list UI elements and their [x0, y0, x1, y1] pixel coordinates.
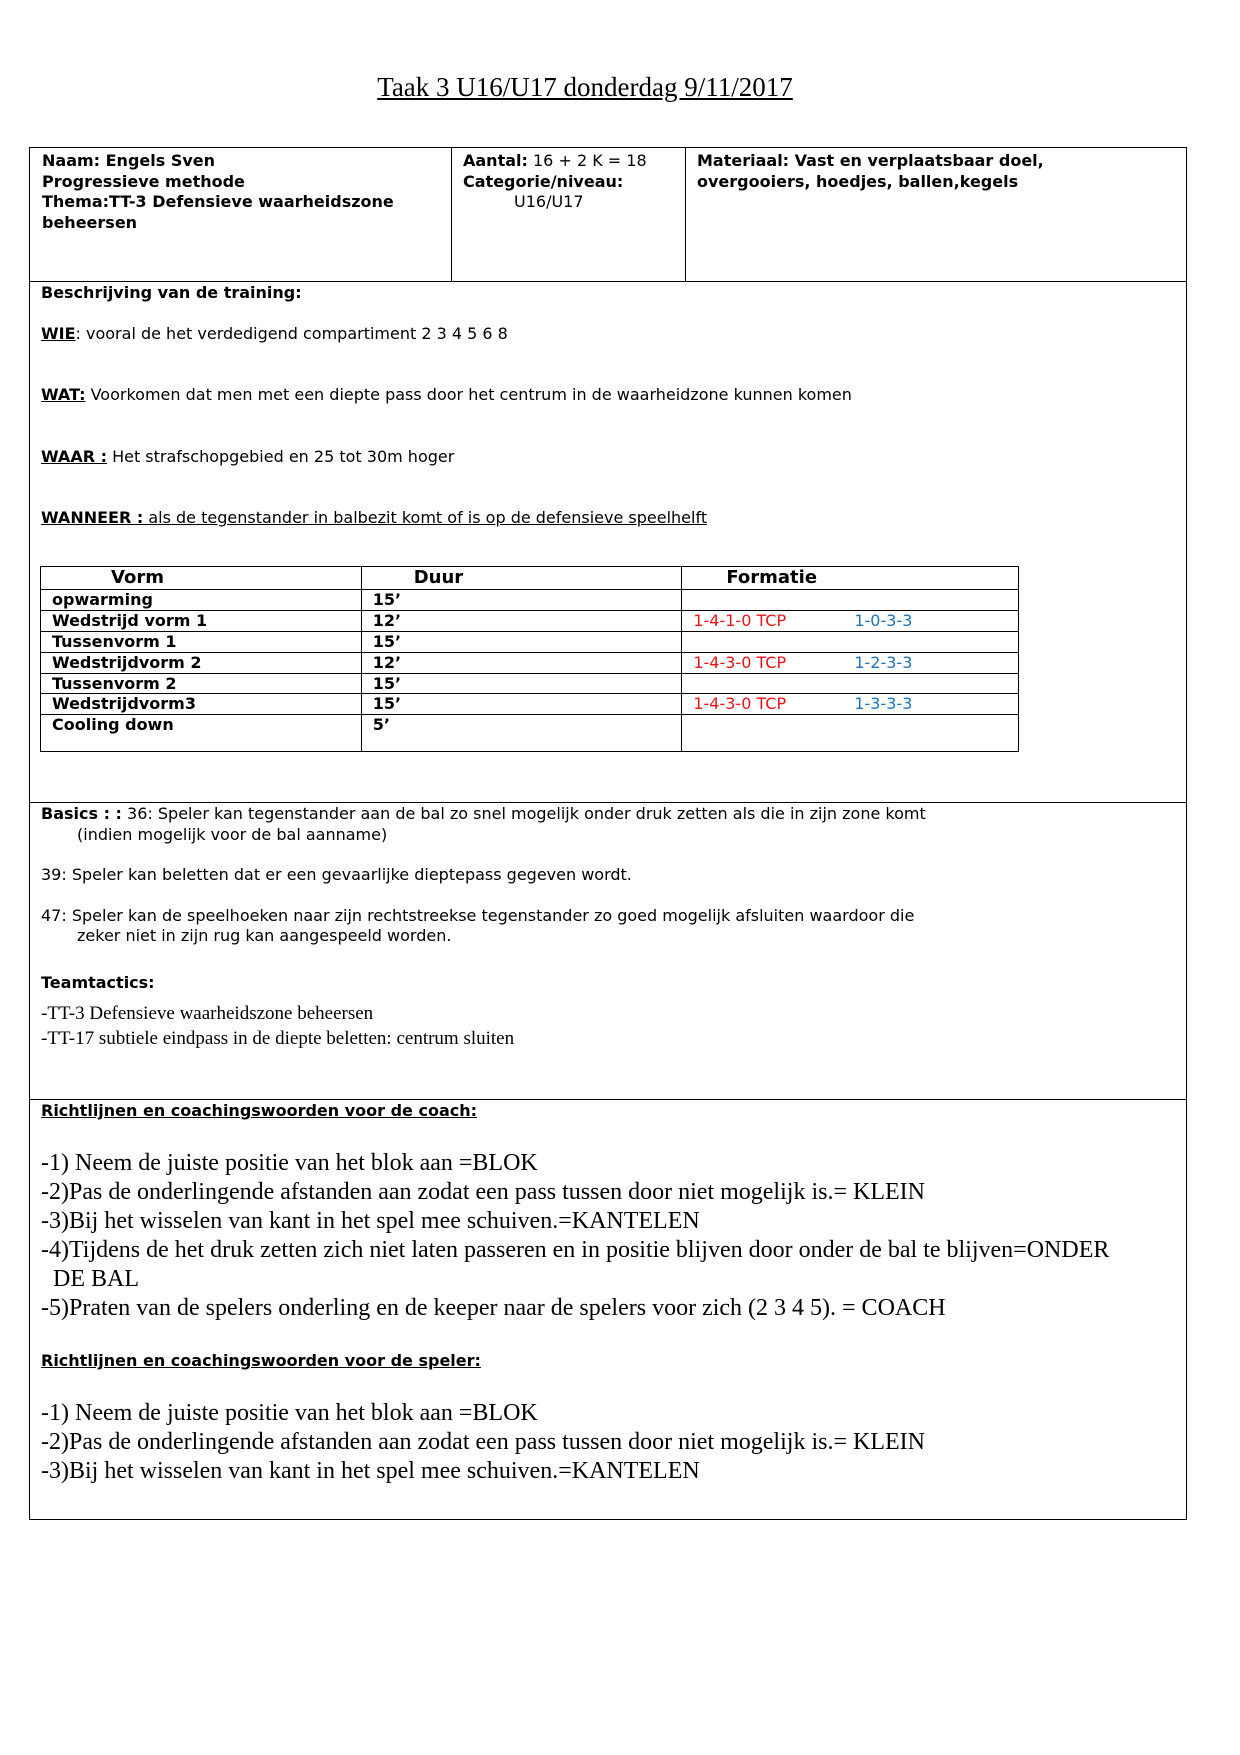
wanneer-line: [41, 508, 707, 529]
thema-line-2: beheersen: [42, 212, 138, 232]
col-header-vorm: Vorm: [41, 567, 362, 590]
teamtactics-item: -TT-3 Defensieve waarheidszone beheersen: [41, 1003, 374, 1024]
teamtactics-heading: Teamtactics:: [41, 973, 155, 992]
formatie-team-b: 1-3-3-3: [854, 694, 913, 714]
basics-36-line-2: (indien mogelijk voor de bal aanname): [77, 825, 388, 844]
coach-line: DE BAL: [53, 1266, 139, 1292]
coach-line: -3)Bij het wisselen van kant in het spel mee schuiven.=KANTELEN: [41, 1208, 700, 1234]
formatie-team-b: 1-2-3-3: [854, 652, 913, 672]
waar-line: [41, 447, 454, 468]
formatie-cell: [682, 694, 1019, 715]
schedule-row: [41, 673, 1019, 694]
schedule-row: [41, 694, 1019, 715]
vorm-cell: Wedstrijd vorm 1: [41, 610, 362, 631]
vorm-cell: Wedstrijdvorm 2: [41, 652, 362, 673]
formatie-cell: [682, 673, 1019, 694]
section-divider-richtlijnen: [30, 1099, 1186, 1100]
speler-line: -3)Bij het wisselen van kant in het spel mee schuiven.=KANTELEN: [41, 1458, 700, 1484]
aantal-label: Aantal:: [463, 151, 528, 170]
thema-line-1: Thema:TT-3 Defensieve waarheidszone: [42, 192, 394, 211]
schedule-row: [41, 631, 1019, 652]
aantal: [463, 151, 647, 172]
col-header-formatie: Formatie: [682, 567, 1019, 590]
duur-cell: 15’: [361, 631, 682, 652]
col-header-duur: Duur: [361, 567, 682, 590]
formatie-cell: [682, 652, 1019, 673]
wat-line: [41, 385, 852, 406]
duur-cell: 5’: [361, 715, 682, 752]
duur-cell: 15’: [361, 590, 682, 611]
teamtactics-item: -TT-17 subtiele eindpass in de diepte beletten: centrum sluiten: [41, 1028, 515, 1049]
coach-line: -2)Pas de onderlingende afstanden aan zodat een pass tussen door niet mogelijk is.= KLEIN: [41, 1179, 925, 1205]
duur-cell: 12’: [361, 652, 682, 673]
methode-label: Progressieve methode: [42, 171, 245, 191]
schedule-row: [41, 590, 1019, 611]
basics-47-line-2: zeker niet in zijn rug kan aangespeeld worden.: [77, 926, 452, 945]
wie-label: WIE: [41, 324, 76, 343]
wanneer-text: als de tegenstander in balbezit komt of is op de defensieve speelhelft: [143, 508, 708, 527]
naam-label: Naam: Engels Sven: [42, 151, 216, 170]
header-divider-2: [685, 148, 686, 281]
header-box: [29, 147, 1187, 282]
schedule-row: [41, 715, 1019, 752]
basics-36-text: 36: Speler kan tegenstander aan de bal zo snel mogelijk onder druk zetten als die in zijn zone komt: [121, 804, 926, 823]
categorie-value: U16/U17: [514, 192, 584, 211]
speler-line: -2)Pas de onderlingende afstanden aan zodat een pass tussen door niet mogelijk is.= KLEIN: [41, 1429, 925, 1455]
coach-heading: Richtlijnen en coachingswoorden voor de coach:: [41, 1101, 478, 1120]
coach-line: -4)Tijdens de het druk zetten zich niet laten passeren en in positie blijven door onder de bal te blijven=ONDER: [41, 1237, 1110, 1263]
formatie-cell: [682, 610, 1019, 631]
formatie-team-a: 1-4-1-0 TCP: [693, 610, 787, 630]
header-divider-1: [451, 148, 452, 281]
duur-cell: 15’: [361, 673, 682, 694]
materiaal-line-1: Materiaal: Vast en verplaatsbaar doel,: [697, 151, 1044, 170]
speler-line: -1) Neem de juiste positie van het blok aan =BLOK: [41, 1400, 538, 1426]
wanneer-label: WANNEER :: [41, 508, 144, 527]
vorm-cell: Cooling down: [41, 715, 362, 752]
beschrijving-heading: Beschrijving van de training:: [41, 283, 302, 302]
formatie-team-a: 1-4-3-0 TCP: [693, 694, 787, 714]
duur-cell: 15’: [361, 694, 682, 715]
schedule-header-row: [41, 567, 1019, 590]
basics-39: 39: Speler kan beletten dat er een gevaarlijke dieptepass gegeven wordt.: [41, 865, 632, 884]
vorm-cell: Tussenvorm 2: [41, 673, 362, 694]
categorie-label: Categorie/niveau:: [463, 171, 624, 191]
schedule-row: [41, 610, 1019, 631]
materiaal-line-2: overgooiers, hoedjes, ballen,kegels: [697, 171, 1019, 191]
waar-label: WAAR :: [41, 447, 107, 466]
basics-label: Basics : :: [41, 804, 122, 823]
wie-text: : vooral de het verdedigend compartiment 2 3 4 5 6 8: [75, 324, 508, 343]
waar-text: Het strafschopgebied en 25 tot 30m hoger: [106, 447, 455, 466]
vorm-cell: Tussenvorm 1: [41, 631, 362, 652]
basics-36-line-1: [41, 804, 926, 825]
formatie-team-b: 1-0-3-3: [854, 610, 913, 630]
formatie-cell: [682, 715, 1019, 752]
coach-line: -1) Neem de juiste positie van het blok aan =BLOK: [41, 1150, 538, 1176]
speler-heading: Richtlijnen en coachingswoorden voor de speler:: [41, 1351, 481, 1370]
schedule-row: [41, 652, 1019, 673]
basics-47-line-1: 47: Speler kan de speelhoeken naar zijn rechtstreekse tegenstander zo goed mogelijk afsluiten waardoor die: [41, 906, 915, 925]
coach-line: -5)Praten van de spelers onderling en de keeper naar de spelers voor zich (2 3 4 5). = COACH: [41, 1295, 946, 1321]
vorm-cell: opwarming: [41, 590, 362, 611]
schedule-table: [40, 566, 1019, 752]
wat-text: Voorkomen dat men met een diepte pass door het centrum in de waarheidzone kunnen komen: [85, 385, 852, 404]
formatie-team-a: 1-4-3-0 TCP: [693, 652, 787, 672]
aantal-value: 16 + 2 K = 18: [533, 151, 647, 170]
wie-line: [41, 324, 508, 345]
formatie-cell: [682, 631, 1019, 652]
wat-label: WAT:: [41, 385, 86, 404]
formatie-cell: [682, 590, 1019, 611]
duur-cell: 12’: [361, 610, 682, 631]
page-title: Taak 3 U16/U17 donderdag 9/11/2017: [377, 72, 793, 102]
section-divider-basics: [30, 802, 1186, 803]
vorm-cell: Wedstrijdvorm3: [41, 694, 362, 715]
